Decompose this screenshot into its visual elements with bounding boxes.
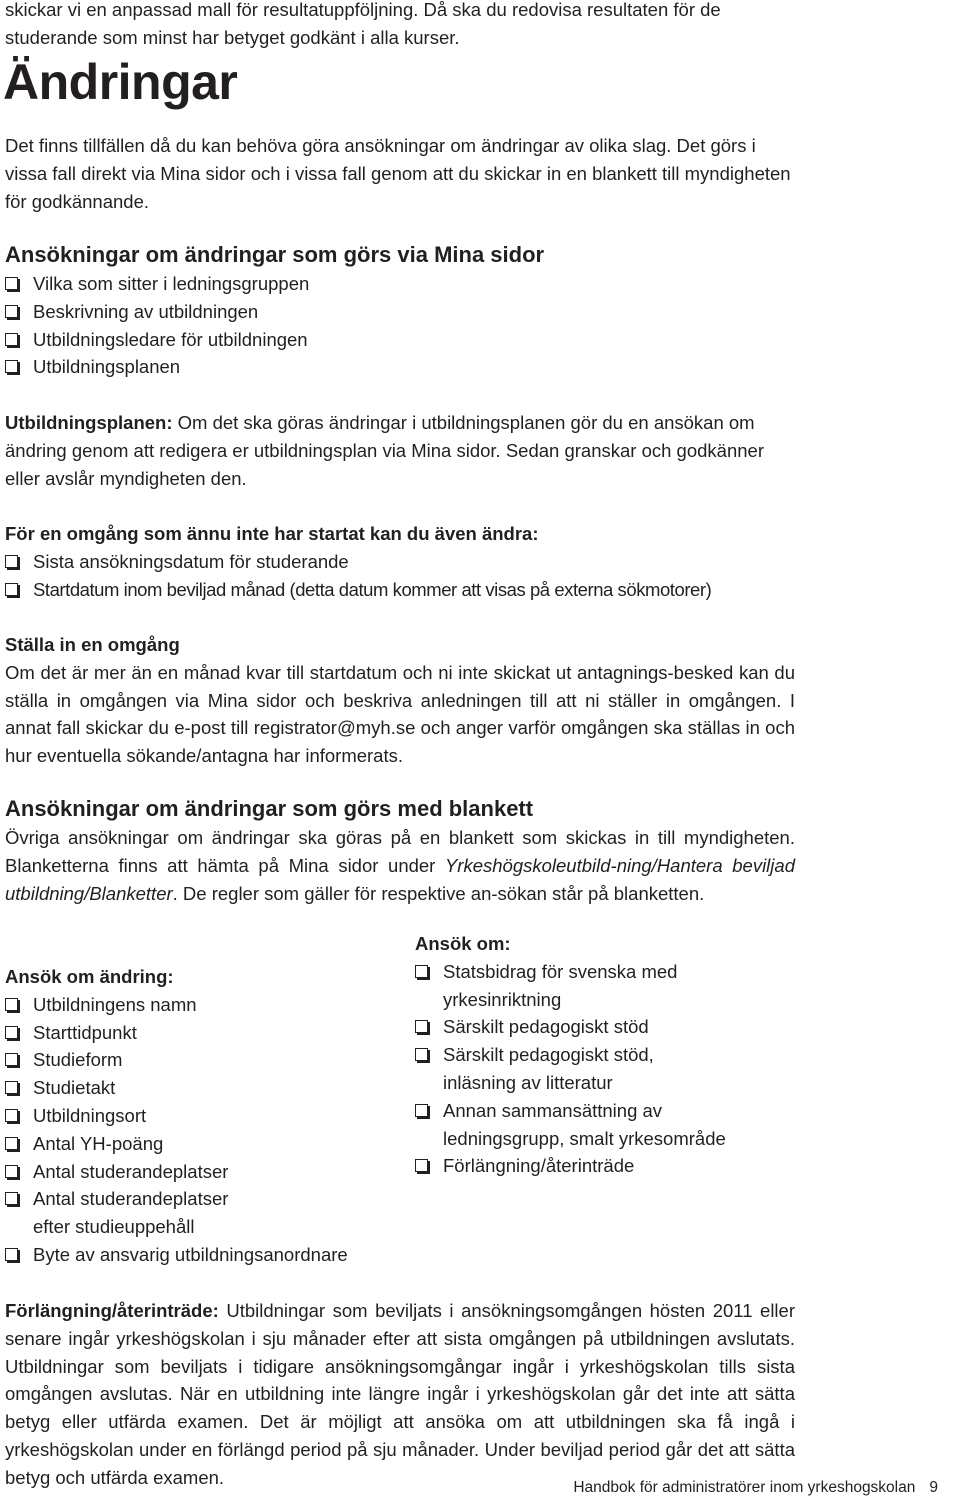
checklist-item: Antal YH-poäng: [5, 1130, 400, 1158]
omgang-section: [5, 520, 795, 603]
stalla-heading: Ställa in en omgång: [5, 634, 180, 655]
checkbox-icon: [5, 1026, 18, 1039]
checklist-item: Vilka som sitter i ledningsgruppen: [5, 270, 795, 298]
ansok-om-column: [415, 930, 795, 1180]
checklist-item: Utbildningsledare för utbildningen: [5, 326, 795, 354]
checklist-item: Studietakt: [5, 1074, 400, 1102]
checklist-item: Förlängning/återinträde: [415, 1152, 795, 1180]
checkbox-icon: [5, 1248, 18, 1261]
utbildningsplanen-label: Utbildningsplanen:: [5, 412, 173, 433]
page-number: 9: [929, 1479, 938, 1496]
stalla-paragraph: Om det är mer än en månad kvar till startdatum och ni inte skickat ut antagnings-besked kan du ställa in omgången via Mina sidor och beskriva anledningen till att ni ställer in omgången. I annat fall skickar du e-post till registrator@myh.se och anger varför omgången ska ställas in och hur eventuella sökande/antagna har informerats.: [5, 661, 795, 767]
intro-continuation: skickar vi en anpassad mall för resultatuppföljning. Då ska du redovisa resultaten för de studerande som minst har betyget godkänt i alla kurser.: [5, 0, 721, 48]
page-title: Ändringar: [3, 54, 238, 110]
checklist-item: Startdatum inom beviljad månad (detta datum kommer att visas på externa sökmotorer): [5, 576, 795, 604]
mina-sidor-checklist: [5, 270, 795, 381]
stalla-section: [5, 631, 795, 770]
page-footer: [573, 1478, 938, 1498]
ansok-om-checklist: [415, 958, 795, 1180]
omgang-checklist: [5, 548, 795, 604]
checkbox-icon: [5, 1137, 18, 1150]
checklist-item: Antal studerandeplatser efter studieuppehåll: [5, 1185, 263, 1241]
checkbox-icon: [415, 1104, 428, 1117]
checkbox-icon: [5, 1081, 18, 1094]
forlangning-paragraph: Förlängning/återinträde: Utbildningar som beviljats i ansökningsomgången hösten 2011 eller senare ingår yrkeshögskolan i sju månader efter att sista omgången på utbildningen avslutats. Utbildningar som beviljats i tidigare ansökningsomgångar ingår i yrkeshögskolan tills sista omgången avslutas. När en utbildning inte längre ingår i yrkeshögskolan går det inte att sätta betyg eller utfärda examen. Det är möjligt att ansöka om att utbildningen ska få ingå i yrkeshögskolan under en förlängd period på sju månader. Under beviljad period går det att sätta betyg och utfärda examen.: [5, 1300, 795, 1488]
checkbox-icon: [415, 1020, 428, 1033]
checklist-item: Särskilt pedagogiskt stöd: [415, 1013, 795, 1041]
checkbox-icon: [5, 583, 18, 596]
ansok-andring-checklist: [5, 991, 400, 1269]
ansok-andring-column: [5, 963, 400, 1269]
checkbox-icon: [5, 1165, 18, 1178]
intro-paragraph: Det finns tillfällen då du kan behöva göra ansökningar om ändringar av olika slag. Det görs i vissa fall direkt via Mina sidor och i vissa fall genom att du skickar in en blankett till myndigheten för godkännande.: [5, 135, 791, 212]
checklist-item: Särskilt pedagogiskt stöd, inläsning av litteratur: [415, 1041, 718, 1097]
checkbox-icon: [5, 1192, 18, 1205]
checklist-item: Antal studerandeplatser: [5, 1158, 400, 1186]
checklist-item: Utbildningens namn: [5, 991, 400, 1019]
section-mina-sidor: [5, 240, 795, 381]
omgang-heading: För en omgång som ännu inte har startat kan du även ändra:: [5, 523, 539, 544]
checklist-item: Sista ansökningsdatum för studerande: [5, 548, 795, 576]
blankett-path: Yrkeshögskoleutbild-ning/Hantera beviljad utbildning/Blanketter: [5, 854, 795, 904]
ansok-om-heading: Ansök om:: [415, 933, 511, 954]
checkbox-icon: [5, 998, 18, 1011]
checkbox-icon: [5, 555, 18, 568]
checkbox-icon: [415, 965, 428, 978]
section-heading-blankett: Ansökningar om ändringar som görs med blankett: [5, 796, 534, 821]
checkbox-icon: [5, 277, 18, 290]
ansok-andring-heading: Ansök om ändring:: [5, 966, 174, 987]
checklist-item: Byte av ansvarig utbildningsanordnare: [5, 1241, 400, 1269]
checkbox-icon: [415, 1159, 428, 1172]
checkbox-icon: [5, 1053, 18, 1066]
checklist-item: Annan sammansättning av ledningsgrupp, smalt yrkesområde: [415, 1097, 773, 1153]
checkbox-icon: [415, 1048, 428, 1061]
checkbox-icon: [5, 305, 18, 318]
checkbox-icon: [5, 1109, 18, 1122]
checkbox-icon: [5, 360, 18, 373]
checkbox-icon: [5, 333, 18, 346]
footer-text: Handbok för administratörer inom yrkeshogskolan: [573, 1479, 916, 1496]
blankett-paragraph: Övriga ansökningar om ändringar ska göras på en blankett som skickas in till myndigheten. Blanketterna finns att hämta på Mina sidor under Yrkeshögskoleutbild-ning/Hantera beviljad utbildning/Blanketter. De regler som gäller för respektive an-sökan står på blanketten.: [5, 827, 795, 904]
checklist-item: Utbildningsplanen: [5, 353, 795, 381]
forlangning-label: Förlängning/återinträde:: [5, 1300, 219, 1321]
checklist-item: Statsbidrag för svenska med yrkesinriktning: [415, 958, 733, 1014]
utbildningsplanen-paragraph: Utbildningsplanen: Om det ska göras ändringar i utbildningsplanen gör du en ansökan om ändring genom att redigera er utbildningsplan via Mina sidor. Sedan granskar och godkänner eller avslår myndigheten den.: [5, 412, 764, 489]
section-blankett: [5, 794, 795, 907]
checklist-item: Beskrivning av utbildningen: [5, 298, 795, 326]
checklist-item: Starttidpunkt: [5, 1019, 400, 1047]
section-heading-mina-sidor: Ansökningar om ändringar som görs via Mina sidor: [5, 242, 545, 267]
checklist-item: Studieform: [5, 1046, 400, 1074]
checklist-item: Utbildningsort: [5, 1102, 400, 1130]
